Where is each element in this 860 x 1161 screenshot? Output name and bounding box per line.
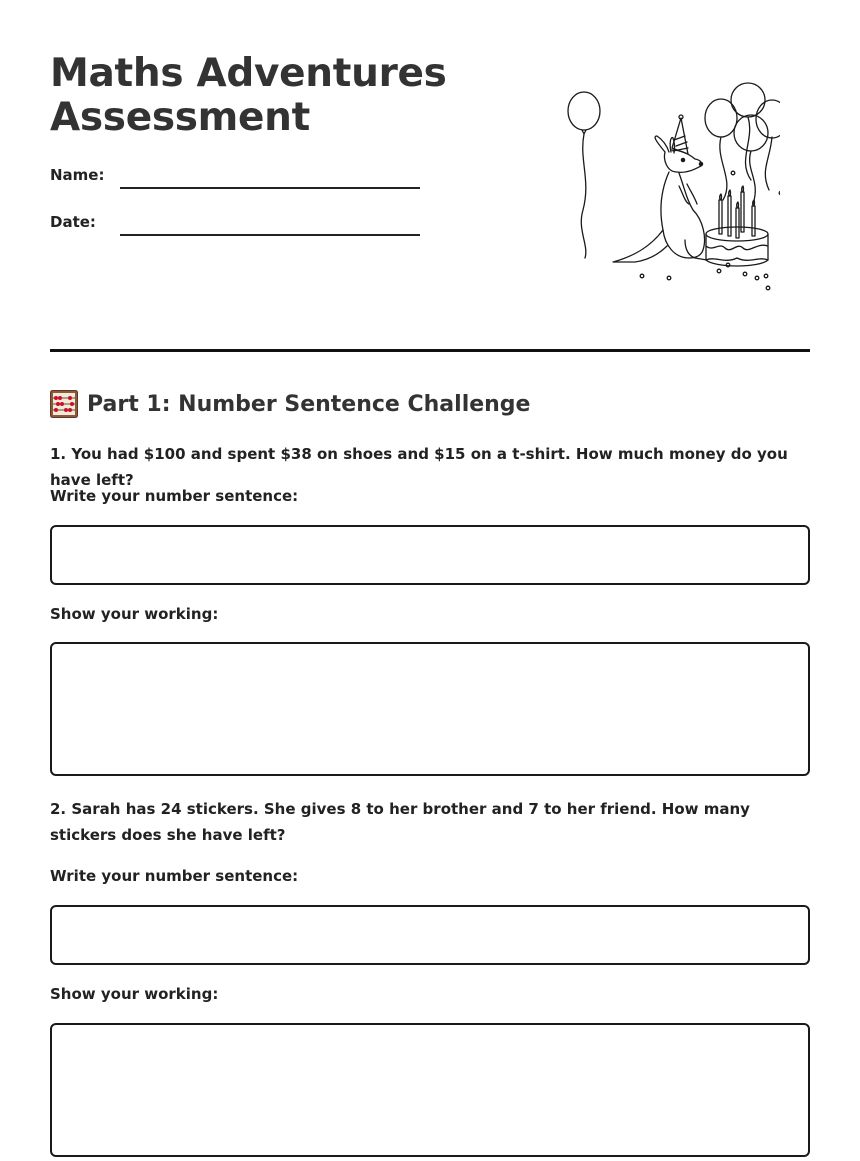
question-1-working-prompt: Show your working: bbox=[50, 605, 219, 623]
header-divider bbox=[50, 349, 810, 352]
question-1-sentence-prompt: Write your number sentence: bbox=[50, 487, 299, 505]
question-1-sentence-box[interactable] bbox=[50, 525, 810, 585]
date-label: Date: bbox=[50, 213, 96, 231]
question-2-sentence-box[interactable] bbox=[50, 905, 810, 965]
worksheet-page bbox=[50, 0, 810, 1003]
question-2-sentence-prompt: Write your number sentence: bbox=[50, 867, 299, 885]
question-2-text: 2. Sarah has 24 stickers. She gives 8 to her brother and 7 to her friend. How many stickers does she have left? bbox=[50, 800, 750, 844]
section-title-text: Part 1: Number Sentence Challenge bbox=[87, 391, 531, 417]
question-1-text: 1. You had $100 and spent $38 on shoes and $15 on a t-shirt. How much money do you have left? bbox=[50, 445, 788, 489]
date-line[interactable] bbox=[120, 234, 420, 236]
title-line-1: Maths Adventures bbox=[50, 51, 447, 96]
name-line[interactable] bbox=[120, 187, 420, 189]
name-field[interactable] bbox=[50, 164, 420, 188]
name-label: Name: bbox=[50, 166, 105, 184]
page-title bbox=[50, 52, 490, 140]
kangaroo-birthday-party-icon bbox=[555, 80, 780, 295]
title-line-2: Assessment bbox=[50, 95, 310, 140]
section-heading bbox=[50, 388, 530, 420]
birthday-cake bbox=[706, 186, 768, 266]
date-field[interactable] bbox=[50, 211, 420, 235]
worksheet-header bbox=[50, 0, 810, 352]
kangaroo bbox=[613, 115, 707, 262]
question-2-working-prompt: Show your working: bbox=[50, 985, 219, 1003]
question-1-working-box[interactable] bbox=[50, 642, 810, 776]
abacus-icon bbox=[50, 390, 78, 418]
question-2-working-box[interactable] bbox=[50, 1023, 810, 1157]
balloon-left bbox=[568, 92, 600, 258]
